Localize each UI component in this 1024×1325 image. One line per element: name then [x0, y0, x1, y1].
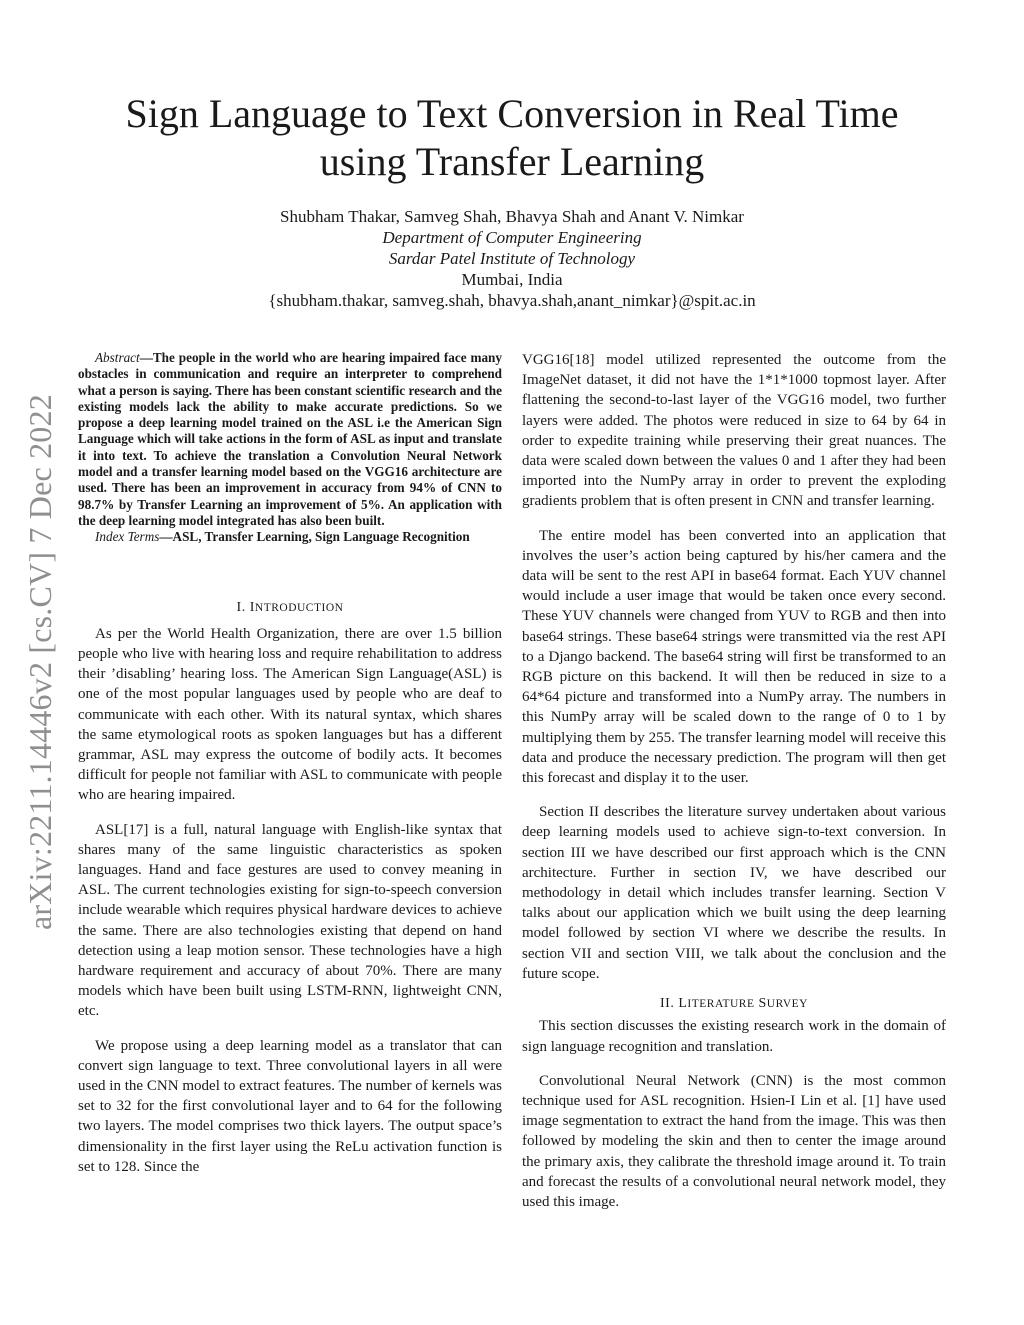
- abstract-text: —The people in the world who are hearing impaired face many obstacles in communication and require an interpreter to comprehend what a person is saying. There has been constant scientific research and the existing models lack the ability to make accurate predictions. So we propose a deep learning model trained on the ASL i.e the American Sign Language which will take actions in the form of ASL as input and translate it into text. To achieve the translation a Convolution Neural Network model and a transfer learning model based on the VGG16 architecture are used. There has been an improvement in accuracy from 94% of CNN to 98.7% by Transfer Learning an improvement of 5%. An application with the deep learning model integrated has also been built.: [78, 350, 502, 528]
- literature-paragraph-2: Convolutional Neural Network (CNN) is the most common technique used for ASL recognition. Hsien-I Lin et al. [1] have used image segmentation to extract the hand from the image. This was then followed by modeling the skin and then to center the image around the primary axis, they calibrate the threshold image around it. To train and forecast the results of a convolutional neural network model, they used this image.: [522, 1072, 946, 1210]
- intro-paragraph-2: ASL[17] is a full, natural language with English-like syntax that shares many of the same linguistic characteristics as spoken languages. Hand and face gestures are used to convey meaning in ASL. The current technologies existing for sign-to-speech conversion include wearable which requires physical hardware devices to achieve the same. There are also technologies existing that depend on hand detection using a leap motion sensor. These technologies have a high hardware requirement and accuracy of about 70%. There are many models which have been built using LSTM-RNN, lightweight CNN, etc.: [78, 821, 502, 1020]
- index-terms-label: Index Terms: [95, 529, 160, 545]
- section-title-cap: I: [249, 599, 255, 615]
- section-title-rest: NTRODUCTION: [254, 601, 344, 614]
- section-number: II.: [660, 996, 675, 1012]
- author-institute: Sardar Patel Institute of Technology: [388, 249, 636, 268]
- author-department: Department of Computer Engineering: [382, 228, 642, 247]
- section-title-rest-2: URVEY: [766, 998, 808, 1011]
- intro-paragraph-3: We propose using a deep learning model as a translator that can convert sign language to text. Three convolutional layers in all were used in the CNN model to extract features. The number of kernels was set to 32 for the first convolutional layer and to 64 for the following two layers. The model comprises two thick layers. The output space’s dimensionality in the first layer using the ReLu activation function is set to 128. Since the: [78, 1037, 502, 1175]
- abstract: [78, 350, 502, 529]
- section-number: I.: [236, 599, 246, 615]
- intro-paragraph-5: The entire model has been converted into an application that involves the user’s action being captured by his/her camera and the data will be sent to the rest API in base64 format. Each YUV channel would include a user image that would be taken once every second. These YUV channels were changed from YUV to RGB and then into base64 strings. These base64 strings were transmitted via the rest API to a Django backend. The base64 string will first be transformed to an RGB picture on this backend. It will then be reduced in size to a 64*64 picture and transformed into a NumPy array. The numbers in this NumPy array will be scaled down to the range of 0 to 1 by multiplying them by 255. The transfer learning model will receive this data and produce the necessary prediction. The program will then get this forecast and display it to the user.: [522, 527, 946, 787]
- abstract-label: Abstract: [95, 350, 140, 365]
- left-column: [78, 350, 502, 1177]
- title-line-1: Sign Language to Text Conversion in Real Time: [125, 91, 899, 136]
- paper-title: [60, 90, 964, 186]
- section-title-cap-2: S: [758, 996, 767, 1012]
- section-heading-literature-survey: [522, 994, 946, 1014]
- intro-paragraph-6: Section II describes the literature survey undertaken about various deep learning models used to achieve sign-to-text conversion. In section III we have described our first approach which is the CNN architecture. Further in section IV, we have described our methodology in detail which includes transfer learning. Section V talks about our application which we built using the deep learning model followed by section VI where we describe the results. In section VII and section VIII, we talk about the conclusion and the future scope.: [522, 804, 946, 982]
- intro-paragraph-1: As per the World Health Organization, there are over 1.5 billion people who live with hearing loss and require rehabilitation to address their ’disabling’ hearing loss. The American Sign Language(ASL) is one of the most popular languages used by people who are deaf to communicate with each other. With its natural syntax, which shares the same etymological roots as spoken languages but has a different grammar, ASL may express the outcome of bodily acts. It becomes difficult for people not familiar with ASL to communicate with people who are hearing impaired.: [78, 625, 502, 804]
- arxiv-id: arXiv:2211.14446v2 [cs.CV] 7 Dec 2022: [22, 394, 58, 930]
- index-terms: [78, 529, 502, 545]
- literature-paragraph-1: This section discusses the existing research work in the domain of sign language recognition and translation.: [522, 1018, 946, 1055]
- section-title-rest: ITERATURE: [687, 998, 755, 1011]
- author-names: Shubham Thakar, Samveg Shah, Bhavya Shah and Anant V. Nimkar: [280, 207, 744, 226]
- author-city: Mumbai, India: [461, 270, 563, 289]
- title-line-2: using Transfer Learning: [319, 139, 705, 184]
- author-emails: {shubham.thakar, samveg.shah, bhavya.shah,anant_nimkar}@spit.ac.in: [268, 291, 756, 310]
- intro-paragraph-4: VGG16[18] model utilized represented the outcome from the ImageNet dataset, it did not have the 1*1*1000 topmost layer. After flattening the second-to-last layer of the VGG16 model, two further layers were added. The photos were reduced in size to 64 by 64 in order to expedite training while preserving their great nuances. The data were scaled down between the values 0 and 1 after they had been imported into the NumPy array in order to prevent the exploding gradients problem that is often present in CNN and transfer learning.: [522, 352, 946, 510]
- section-title-cap: L: [678, 996, 688, 1012]
- section-heading-introduction: [78, 598, 502, 618]
- right-column: [522, 350, 946, 1212]
- index-terms-text: —ASL, Transfer Learning, Sign Language Recognition: [159, 529, 470, 545]
- author-block: [60, 206, 964, 311]
